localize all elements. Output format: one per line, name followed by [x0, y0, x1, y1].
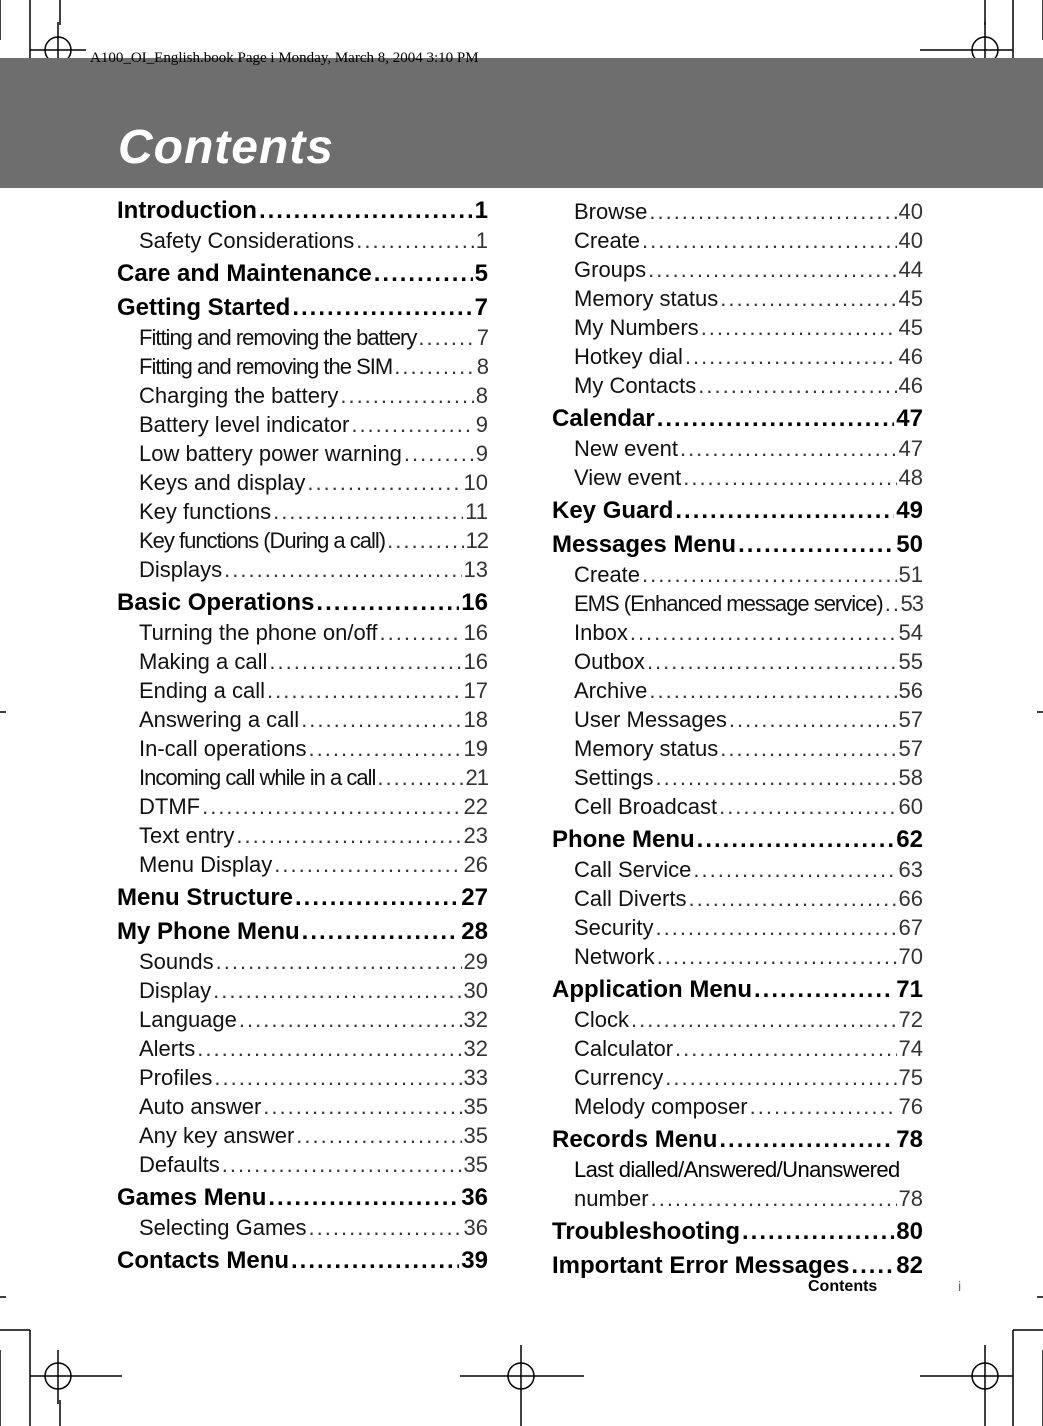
toc-section[interactable] [117, 439, 488, 468]
dot-leader [685, 342, 897, 371]
toc-section[interactable] [552, 734, 923, 763]
toc-page-number: 62 [896, 826, 923, 853]
dot-leader [224, 555, 461, 584]
toc-page-number: 44 [898, 257, 923, 282]
dot-leader [631, 1005, 897, 1034]
toc-chapter[interactable] [117, 917, 488, 947]
dot-leader [307, 468, 461, 497]
toc-page-number: 67 [898, 915, 923, 940]
toc-section[interactable] [117, 1063, 488, 1092]
toc-entry-title: Contacts Menu [117, 1247, 290, 1274]
toc-entry-title: Profiles [139, 1065, 213, 1090]
toc-entry-title: Auto answer [139, 1094, 262, 1119]
toc-page-number: 71 [896, 976, 923, 1003]
toc-entry-title: Memory status [574, 736, 719, 761]
dot-leader [268, 1183, 459, 1213]
toc-page-number: 22 [463, 794, 488, 819]
toc-page-number: 29 [463, 949, 488, 974]
dot-leader [729, 705, 897, 734]
toc-section[interactable] [117, 497, 488, 526]
toc-section[interactable] [117, 381, 488, 410]
toc-page-number: 82 [896, 1252, 923, 1279]
toc-section[interactable] [117, 705, 488, 734]
dot-leader [683, 463, 896, 492]
toc-page-number: 26 [463, 852, 488, 877]
toc-section[interactable] [552, 284, 923, 313]
toc-section[interactable] [117, 976, 488, 1005]
toc-section[interactable] [552, 371, 923, 400]
toc-chapter[interactable] [117, 259, 488, 289]
dot-leader [649, 197, 896, 226]
dot-leader [216, 947, 462, 976]
toc-entry-title: Call Service [574, 857, 692, 882]
toc-entry-title: Clock [574, 1007, 630, 1032]
toc-section[interactable] [552, 1184, 923, 1213]
toc-entry-title: Display [139, 978, 212, 1003]
toc-entry-title: Menu Structure [117, 884, 294, 911]
dot-leader [239, 1005, 462, 1034]
toc-chapter[interactable] [117, 293, 488, 323]
toc-page-number: 46 [898, 344, 923, 369]
toc-entry-title: Settings [574, 765, 654, 790]
dot-leader [291, 1246, 459, 1276]
toc-entry-title: Melody composer [574, 1094, 748, 1119]
toc-page-number: 35 [463, 1152, 488, 1177]
toc-page-number: 57 [898, 707, 923, 732]
page-title: Contents [118, 121, 334, 174]
toc-section[interactable] [552, 647, 923, 676]
toc-entry-title: Low battery power warning [139, 441, 402, 466]
toc-entry-title: Groups [574, 257, 647, 282]
dot-leader [273, 497, 463, 526]
toc-section[interactable] [552, 1034, 923, 1063]
toc-page-number: 54 [898, 620, 923, 645]
toc-page-number: 35 [463, 1123, 488, 1148]
toc-entry-title: Fitting and removing the SIM [139, 354, 393, 379]
dot-leader [693, 855, 896, 884]
toc-entry-title: Selecting Games [139, 1215, 307, 1240]
toc-page-number: 9 [475, 441, 488, 466]
toc-page-number: 36 [461, 1184, 488, 1211]
dot-leader [309, 1213, 462, 1242]
toc-page-number: 8 [476, 354, 488, 379]
dot-leader [720, 734, 896, 763]
dot-leader [356, 226, 474, 255]
toc-entry-title: Text entry [139, 823, 235, 848]
dot-leader [851, 1251, 894, 1281]
toc-section[interactable] [117, 763, 488, 792]
toc-section[interactable] [117, 676, 488, 705]
toc-section[interactable] [117, 1092, 488, 1121]
dot-leader [656, 763, 897, 792]
toc-entry-title: EMS (Enhanced message service) [574, 591, 883, 616]
toc-entry-title: Any key answer [139, 1123, 295, 1148]
toc-entry-title: Answering a call [139, 707, 300, 732]
dot-leader [701, 313, 897, 342]
toc-page-number: 7 [476, 325, 488, 350]
toc-page-number: 51 [898, 562, 923, 587]
dot-leader [213, 976, 461, 1005]
toc-entry-title: Outbox [574, 649, 645, 674]
toc-page-number: 1 [475, 228, 488, 253]
dot-leader [698, 371, 896, 400]
toc-entry-title: Introduction [117, 197, 257, 224]
dot-leader [202, 792, 461, 821]
dot-leader [675, 1034, 896, 1063]
toc-section[interactable] [117, 647, 488, 676]
toc-page-number: 40 [898, 228, 923, 253]
toc-page-number: 11 [465, 499, 488, 524]
toc-section[interactable] [552, 434, 923, 463]
dot-leader [697, 825, 895, 855]
toc-entry-title: Incoming call while in a call [139, 765, 376, 790]
toc-entry-title: Phone Menu [552, 826, 695, 853]
dot-leader [719, 1125, 894, 1155]
toc-section[interactable] [117, 1150, 488, 1179]
dot-leader [651, 1184, 897, 1213]
toc-page-number: 47 [898, 436, 923, 461]
toc-left-column [117, 196, 488, 1276]
toc-page-number: 56 [898, 678, 923, 703]
toc-page-number: 21 [465, 765, 488, 790]
toc-page-number: 23 [463, 823, 488, 848]
toc-entry-title: Key functions [139, 499, 272, 524]
toc-chapter[interactable] [552, 975, 923, 1005]
toc-entry-title: Inbox [574, 620, 628, 645]
toc-page-number: 48 [898, 465, 923, 490]
toc-chapter[interactable] [552, 496, 923, 526]
toc-page-number: 46 [898, 373, 923, 398]
toc-entry-title: In-call operations [139, 736, 307, 761]
toc-entry-title: Language [139, 1007, 237, 1032]
toc-entry-title: Call Diverts [574, 886, 687, 911]
toc-page-number: 53 [900, 591, 923, 616]
toc-section[interactable] [552, 705, 923, 734]
toc-section[interactable] [552, 342, 923, 371]
toc-section[interactable] [552, 197, 923, 226]
toc-section[interactable] [117, 526, 488, 555]
dot-leader [340, 381, 473, 410]
toc-entry-title: Key Guard [552, 497, 674, 524]
toc-section[interactable] [117, 947, 488, 976]
dot-leader [688, 884, 896, 913]
footer-page-number: i [958, 1278, 962, 1294]
toc-page-number: 10 [463, 470, 488, 495]
toc-entry-title: Care and Maintenance [117, 260, 372, 287]
dot-leader [665, 1063, 896, 1092]
toc-section[interactable] [552, 763, 923, 792]
toc-chapter[interactable] [552, 1125, 923, 1155]
toc-section[interactable] [552, 855, 923, 884]
toc-entry-title: Ending a call [139, 678, 265, 703]
toc-page-number: 78 [898, 1186, 923, 1211]
toc-section[interactable] [117, 1121, 488, 1150]
toc-page-number: 27 [461, 884, 488, 911]
toc-page-number: 49 [896, 497, 923, 524]
toc-section[interactable] [117, 734, 488, 763]
toc-chapter[interactable] [117, 1246, 488, 1276]
toc-entry-title: Making a call [139, 649, 268, 674]
toc-chapter[interactable] [552, 1251, 923, 1281]
toc-section[interactable] [552, 463, 923, 492]
toc-entry-title: Hotkey dial [574, 344, 683, 369]
dot-leader [754, 975, 894, 1005]
dot-leader [295, 883, 459, 913]
toc-section[interactable] [552, 884, 923, 913]
toc-section[interactable] [552, 313, 923, 342]
dot-leader [630, 618, 897, 647]
toc-section[interactable] [552, 1092, 923, 1121]
toc-page-number: 40 [898, 199, 923, 224]
toc-page-number: 16 [463, 649, 488, 674]
toc-page-number: 33 [463, 1065, 488, 1090]
dot-leader [647, 647, 897, 676]
toc-page-number: 32 [463, 1036, 488, 1061]
toc-page-number: 80 [896, 1218, 923, 1245]
toc-page-number: 66 [898, 886, 923, 911]
toc-entry-title: Messages Menu [552, 531, 737, 558]
toc-section[interactable] [117, 821, 488, 850]
toc-entry-title: Calendar [552, 405, 655, 432]
toc-page-number: 16 [463, 620, 488, 645]
toc-entry-title: Memory status [574, 286, 719, 311]
toc-entry-text[interactable]: Last dialled/Answered/Unanswered [574, 1157, 900, 1182]
dot-leader [309, 734, 462, 763]
toc-section[interactable] [552, 226, 923, 255]
dot-leader [642, 226, 896, 255]
toc-entry-title: Menu Display [139, 852, 273, 877]
toc-section[interactable] [552, 618, 923, 647]
toc-entry-title: Network [574, 944, 655, 969]
toc-page-number: 50 [896, 531, 923, 558]
dot-leader [301, 705, 461, 734]
toc-section[interactable] [552, 913, 923, 942]
toc-page-number: 57 [898, 736, 923, 761]
toc-chapter[interactable] [552, 404, 923, 434]
toc-page-number: 74 [898, 1036, 923, 1061]
toc-entry-title: Fitting and removing the battery [139, 325, 417, 350]
toc-page-number: 28 [461, 918, 488, 945]
toc-page-number: 63 [898, 857, 923, 882]
dot-leader [750, 1092, 897, 1121]
dot-leader [742, 1217, 894, 1247]
toc-page-number: 7 [474, 294, 488, 321]
toc-page-number: 45 [898, 315, 923, 340]
toc-chapter[interactable] [117, 1183, 488, 1213]
toc-page-number: 36 [463, 1215, 488, 1240]
dot-leader [642, 560, 896, 589]
toc-chapter[interactable] [552, 1217, 923, 1247]
toc-page-number: 18 [463, 707, 488, 732]
toc-entry-title: Games Menu [117, 1184, 267, 1211]
toc-entry-title: Important Error Messages [552, 1252, 850, 1279]
toc-entry-title: Browse [574, 199, 648, 224]
toc-entry-title: Sounds [139, 949, 214, 974]
toc-page-number: 1 [474, 197, 488, 224]
toc-page-number: 12 [465, 528, 488, 553]
dot-leader [380, 618, 462, 647]
dot-leader [657, 942, 897, 971]
toc-page-number: 9 [475, 412, 488, 437]
toc-chapter[interactable] [552, 825, 923, 855]
toc-section[interactable] [117, 1034, 488, 1063]
toc-entry-title: Key functions (During a call) [139, 528, 386, 553]
dot-leader [296, 1121, 461, 1150]
toc-page-number: 45 [898, 286, 923, 311]
toc-entry-title: Battery level indicator [139, 412, 350, 437]
toc-entry-title: Create [574, 562, 641, 587]
toc-section[interactable] [552, 676, 923, 705]
toc-page-number: 30 [463, 978, 488, 1003]
toc-entry-title: Security [574, 915, 654, 940]
toc-page-number: 58 [898, 765, 923, 790]
print-header: A100_OI_English.book Page i Monday, March 8, 2004 3:10 PM [90, 50, 479, 66]
toc-page-number: 35 [463, 1094, 488, 1119]
toc-entry-title: Troubleshooting [552, 1218, 740, 1245]
dot-leader [316, 588, 459, 618]
toc-section[interactable] [117, 555, 488, 584]
toc-entry-title: Application Menu [552, 976, 752, 1003]
dot-leader [351, 410, 473, 439]
toc-entry-title: Getting Started [117, 294, 291, 321]
toc-page-number: 70 [898, 944, 923, 969]
toc-section[interactable] [552, 255, 923, 284]
toc-entry-title: My Phone Menu [117, 918, 300, 945]
dot-leader [885, 589, 899, 618]
toc-entry-title: DTMF [139, 794, 201, 819]
toc-entry-title: Keys and display [139, 470, 306, 495]
toc-page-number: 78 [896, 1126, 923, 1153]
toc-chapter[interactable] [117, 588, 488, 618]
toc-entry-title: Turning the phone on/off [139, 620, 378, 645]
toc-page-number: 8 [475, 383, 488, 408]
toc-entry-title: Charging the battery [139, 383, 339, 408]
toc-page-number: 32 [463, 1007, 488, 1032]
dot-leader [292, 293, 472, 323]
toc-section[interactable] [117, 410, 488, 439]
toc-entry-title: View event [574, 465, 682, 490]
toc-chapter[interactable] [117, 883, 488, 913]
toc-section[interactable] [117, 792, 488, 821]
toc-entry-title: Create [574, 228, 641, 253]
dot-leader [269, 647, 461, 676]
toc-page-number: 39 [461, 1247, 488, 1274]
toc-entry-title: My Contacts [574, 373, 697, 398]
dot-leader [274, 850, 461, 879]
toc-entry-title: Records Menu [552, 1126, 718, 1153]
dot-leader [720, 284, 896, 313]
toc-section[interactable] [117, 1213, 488, 1242]
toc-entry-title: number [574, 1186, 649, 1211]
dot-leader [657, 404, 895, 434]
dot-leader [418, 323, 474, 352]
toc-section[interactable] [117, 618, 488, 647]
toc-page-number: 75 [898, 1065, 923, 1090]
dot-leader [675, 496, 894, 526]
dot-leader [719, 792, 896, 821]
dot-leader [263, 1092, 461, 1121]
toc-entry-title: Alerts [139, 1036, 196, 1061]
dot-leader [214, 1063, 461, 1092]
dot-leader [680, 434, 897, 463]
toc-section[interactable] [117, 323, 488, 352]
dot-leader [236, 821, 461, 850]
dot-leader [259, 196, 473, 226]
toc-section[interactable] [117, 468, 488, 497]
toc-entry-title: Displays [139, 557, 223, 582]
toc-chapter[interactable] [552, 530, 923, 560]
toc-entry-title: Currency [574, 1065, 664, 1090]
toc-entry-title: My Numbers [574, 315, 699, 340]
toc-section[interactable] [117, 226, 488, 255]
toc-section[interactable] [552, 792, 923, 821]
toc-section[interactable] [552, 1063, 923, 1092]
toc-chapter[interactable] [117, 196, 488, 226]
dot-leader [649, 676, 896, 705]
dot-leader [738, 530, 894, 560]
toc-section[interactable] [117, 850, 488, 879]
toc-page-number: 17 [463, 678, 488, 703]
toc-entry-title: User Messages [574, 707, 727, 732]
toc-section[interactable] [117, 1005, 488, 1034]
toc-section[interactable] [552, 560, 923, 589]
toc-right-column [552, 197, 923, 1281]
dot-leader [222, 1150, 462, 1179]
toc-entry-title: Calculator [574, 1036, 674, 1061]
toc-section[interactable] [117, 352, 488, 381]
toc-section[interactable] [552, 589, 923, 618]
toc-section[interactable] [552, 942, 923, 971]
toc-entry-title: Basic Operations [117, 589, 315, 616]
toc-page-number: 76 [898, 1094, 923, 1119]
toc-entry-title: New event [574, 436, 678, 461]
dot-leader [267, 676, 462, 705]
dot-leader [404, 439, 474, 468]
dot-leader [197, 1034, 461, 1063]
toc-page-number: 47 [896, 405, 923, 432]
dot-leader [648, 255, 896, 284]
toc-page-number: 19 [463, 736, 488, 761]
toc-page-number: 55 [898, 649, 923, 674]
dot-leader [377, 763, 463, 792]
toc-page-number: 5 [474, 260, 488, 287]
dot-leader [655, 913, 896, 942]
footer-label: Contents [808, 1278, 878, 1295]
toc-entry-title: Safety Considerations [139, 228, 355, 253]
toc-entry-title: Archive [574, 678, 648, 703]
toc-page-number: 60 [898, 794, 923, 819]
dot-leader [387, 526, 463, 555]
toc-entry-title: Defaults [139, 1152, 220, 1177]
toc-page-number: 16 [461, 589, 488, 616]
toc-section[interactable] [552, 1005, 923, 1034]
dot-leader [394, 352, 475, 381]
dot-leader [374, 259, 473, 289]
dot-leader [302, 917, 460, 947]
toc-page-number: 13 [463, 557, 488, 582]
toc-page-number: 72 [898, 1007, 923, 1032]
toc-entry-title: Cell Broadcast [574, 794, 718, 819]
